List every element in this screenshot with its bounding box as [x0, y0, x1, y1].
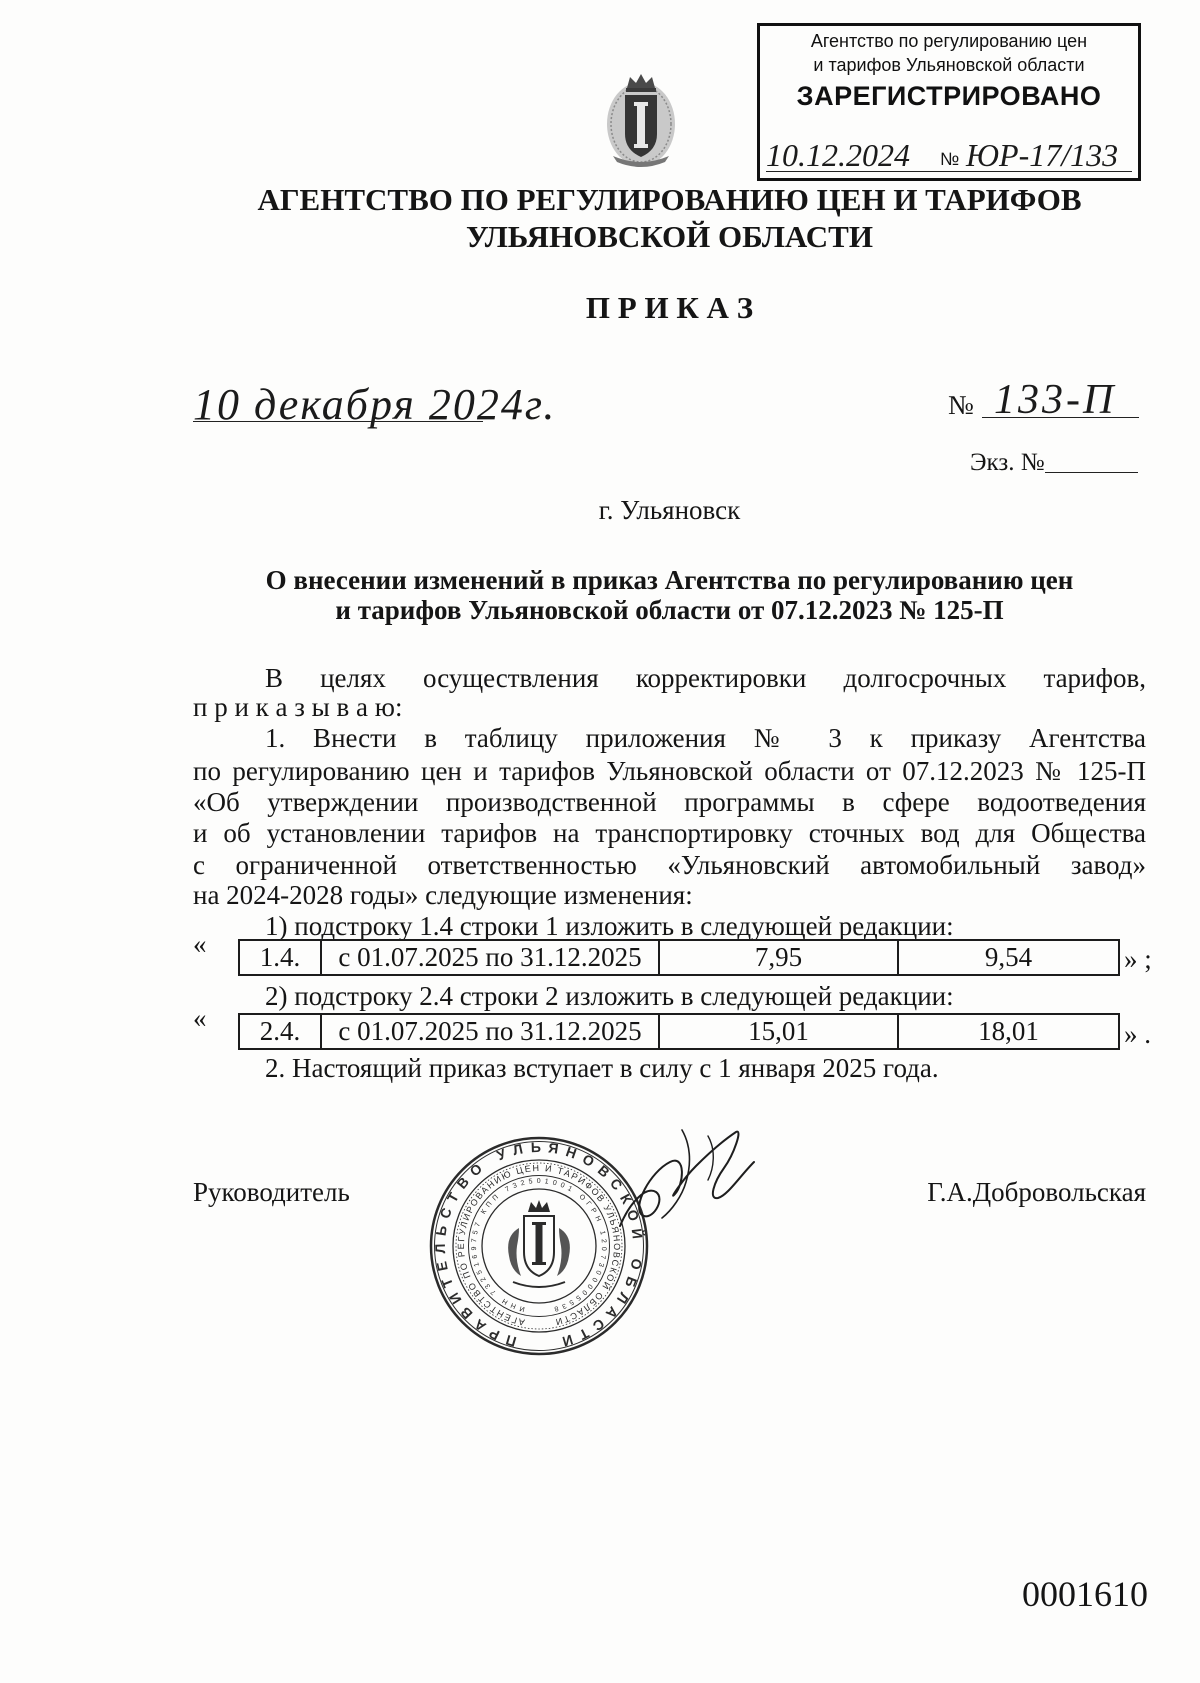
signatory-position: Руководитель [193, 1177, 350, 1207]
item1-line3: «Об утверждении производственной программы в сфере водоотведения [193, 787, 1146, 817]
signature-stroke-flourish [708, 1136, 713, 1180]
stamp-number-sign: № [940, 149, 960, 169]
registration-stamp [757, 23, 1141, 181]
subject-line1: О внесении изменений в приказ Агентства по регулированию цен [265, 565, 1074, 595]
seal-column [536, 1224, 543, 1262]
item1-line5: с ограниченной ответственностью «Ульяновский автомобильный завод» [193, 850, 1146, 880]
coat-of-arms-icon [605, 72, 677, 168]
item2-text: 2. Настоящий приказ вступает в силу с 1 января 2025 года. [265, 1053, 939, 1083]
subject-line2: и тарифов Ульяновской области от 07.12.2023 № 125-П [335, 595, 1004, 625]
row-index-cell: 2.4. [259, 1016, 301, 1046]
row-period-cell: с 01.07.2025 по 31.12.2025 [320, 1015, 658, 1048]
amendment-table-row [238, 1013, 1120, 1050]
amendment-open-quote: « [193, 929, 207, 959]
seal-coat-of-arms-icon [508, 1200, 570, 1287]
row-period-cell: с 01.07.2025 по 31.12.2025 [320, 941, 658, 974]
seal-crown [528, 1200, 550, 1212]
item1-line1: 1. Внести в таблицу приложения № 3 к приказу Агентства [265, 723, 1146, 753]
amendment-open-quote: « [193, 1003, 207, 1033]
preamble-line1: В целях осуществления корректировки долгосрочных тарифов, [265, 663, 1146, 693]
seal-outer-text: ПРАВИТЕЛЬСТВО УЛЬЯНОВСКОЙ ОБЛАСТИ [431, 1138, 647, 1351]
seal-middle-text: АГЕНТСТВО ПО РЕГУЛИРОВАНИЮ ЦЕН И ТАРИФОВ УЛЬЯНОВСКОЙ ОБЛАСТИ [455, 1162, 623, 1328]
seal-supporter-left [508, 1228, 521, 1276]
order-number-underline [982, 417, 1139, 418]
form-serial-number: 0001610 [1022, 1574, 1148, 1614]
emblem-column-capital [634, 102, 648, 106]
amendment-instruction: 2) подстроку 2.4 строки 2 изложить в следующей редакции: [265, 981, 954, 1011]
stamp-registration-number: ЮР-17/133 [966, 137, 1119, 173]
preamble-line2: п р и к а з ы в а ю: [193, 692, 403, 722]
handwritten-signature [612, 1122, 762, 1240]
stamp-status: ЗАРЕГИСТРИРОВАНО [796, 81, 1102, 111]
seal-ribbon [513, 1282, 565, 1287]
stamp-agency-line1: Агентство по регулированию цен [810, 31, 1088, 51]
item1-line2: по регулированию цен и тарифов Ульяновской области от 07.12.2023 № 125-П [193, 756, 1146, 786]
row-tariff-vat-cell: 18,01 [897, 1015, 1118, 1048]
amendment-close-quote: » ; [1124, 944, 1152, 974]
amendment-table-row [238, 939, 1120, 976]
stamp-underline [766, 171, 1132, 172]
order-number-sign: № [948, 390, 974, 420]
copy-label: Экз. № [970, 449, 1045, 476]
row-index-cell: 1.4. [259, 942, 301, 972]
emblem-column [637, 106, 645, 144]
item1-line4: и об установлении тарифов на транспортировку сточных вод для Общества [193, 818, 1146, 848]
seal-inner-text: ИНН 7325169757 КПП 732501001 ОГРН 1207300005538 [470, 1177, 608, 1313]
emblem-column-base [634, 144, 648, 148]
order-date: 10 декабря 2024г. [193, 380, 557, 429]
seal-column-capital [532, 1222, 546, 1225]
signatory-name: Г.А.Добровольская [927, 1177, 1146, 1207]
agency-title-line1: АГЕНТСТВО ПО РЕГУЛИРОВАНИЮ ЦЕН И ТАРИФОВ [257, 182, 1082, 217]
order-number: 133-П [994, 377, 1117, 423]
row-tariff-cell: 7,95 [658, 941, 897, 974]
seal-column-base [532, 1262, 546, 1265]
copy-number-blank [1045, 472, 1138, 473]
item1-line6: на 2024-2028 годы» следующие изменения: [193, 880, 693, 910]
row-tariff-vat-cell: 9,54 [897, 941, 1118, 974]
document-type: П Р И К А З [585, 290, 754, 325]
seal-supporter-right [557, 1228, 570, 1276]
city: г. Ульяновск [598, 495, 741, 525]
stamp-registration-date: 10.12.2024 [766, 137, 910, 173]
row-tariff-cell: 15,01 [658, 1015, 897, 1048]
amendment-instruction: 1) подстроку 1.4 строки 1 изложить в следующей редакции: [265, 911, 954, 941]
emblem-crown [627, 74, 655, 88]
signature-stroke-loop [662, 1130, 689, 1218]
amendment-close-quote: » . [1124, 1019, 1151, 1049]
stamp-agency-line2: и тарифов Ульяновской области [813, 55, 1085, 75]
emblem-crown-band [626, 88, 656, 92]
order-date-underline [193, 421, 483, 422]
agency-title-line2: УЛЬЯНОВСКОЙ ОБЛАСТИ [466, 219, 873, 254]
